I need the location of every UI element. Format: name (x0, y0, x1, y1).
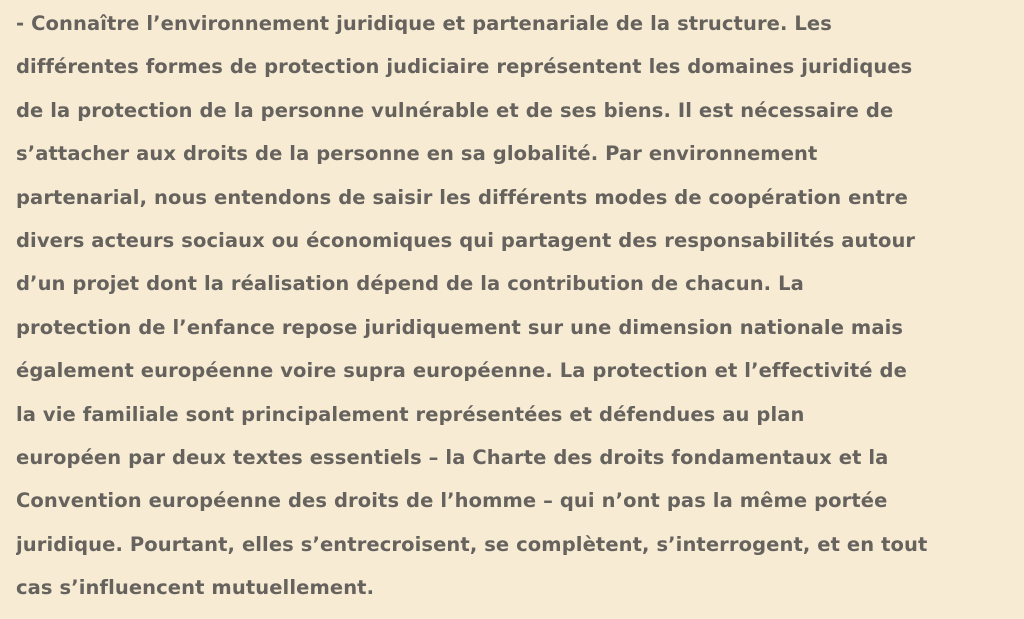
paragraph-line-3: de la protection de la personne vulnérable et de ses biens. Il est nécessaire de (16, 98, 894, 122)
body-paragraph (16, 0, 1014, 610)
paragraph-line-8: protection de l’enfance repose juridiquement sur une dimension nationale mais (16, 315, 904, 339)
paragraph-line-1: - Connaître l’environnement juridique et partenariale de la structure. Les (16, 12, 832, 35)
paragraph-line-14: cas s’influencent mutuellement. (16, 576, 375, 600)
paragraph-line-6: divers acteurs sociaux ou économiques qui partagent des responsabilités autour (16, 229, 916, 253)
paragraph-line-7: d’un projet dont la réalisation dépend de la contribution de chacun. La (16, 272, 804, 296)
paragraph-line-10: la vie familiale sont principalement représentées et défendues au plan (16, 402, 805, 426)
paragraph-line-5: partenarial, nous entendons de saisir les différents modes de coopération entre (16, 185, 908, 209)
paragraph-line-2: différentes formes de protection judiciaire représentent les domaines juridiques (16, 55, 913, 79)
paragraph-line-4: s’attacher aux droits de la personne en sa globalité. Par environnement (16, 142, 818, 166)
paragraph-line-12: Convention européenne des droits de l’homme – qui n’ont pas la même portée (16, 489, 888, 513)
paragraph-line-11: européen par deux textes essentiels – la Charte des droits fondamentaux et la (16, 446, 889, 470)
paragraph-line-13: juridique. Pourtant, elles s’entrecroisent, se complètent, s’interrogent, et en tout (16, 532, 928, 556)
paragraph-line-9: également européenne voire supra européenne. La protection et l’effectivité de (16, 359, 907, 383)
